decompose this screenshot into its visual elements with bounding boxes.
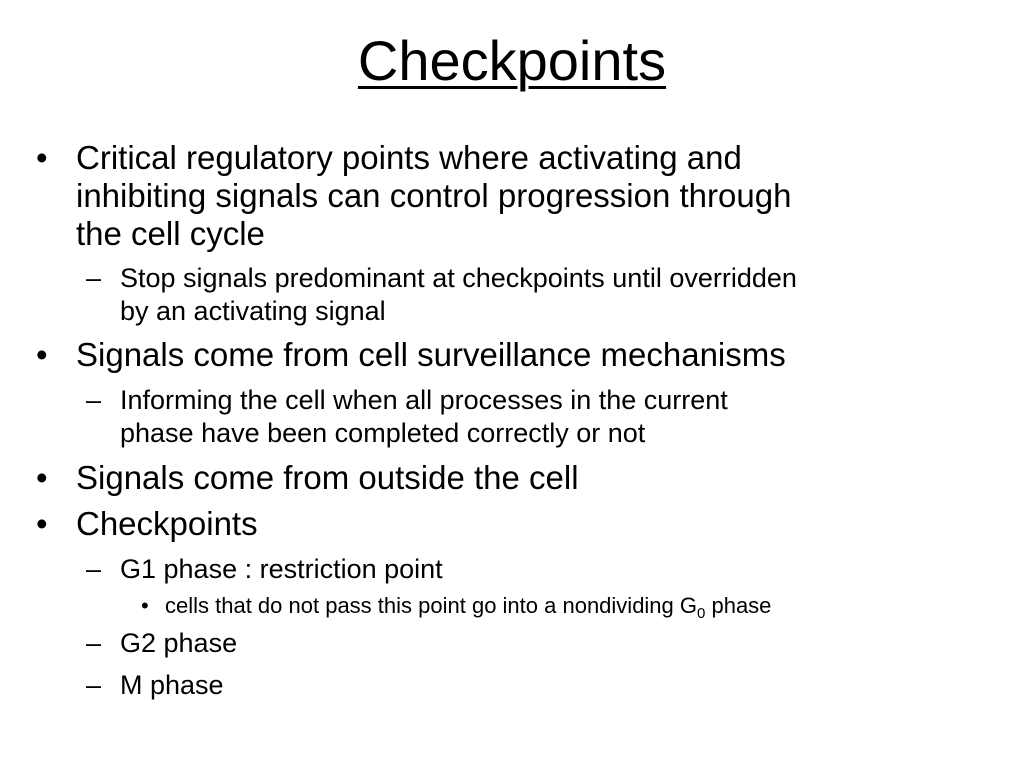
bullet-marker: • [36,336,48,373]
sub-sub-bullet-suffix: phase [705,593,772,618]
dash-marker: – [86,628,102,658]
sub-bullet-text: G2 phase [120,628,238,658]
bullet-text: Checkpoints [76,505,258,542]
bullet-text: Critical regulatory points where activating and [76,139,742,176]
dash-marker: – [86,263,102,293]
bullet-text: inhibiting signals can control progression through [76,177,792,214]
bullet-marker: • [36,505,48,542]
sub-bullet-text: Stop signals predominant at checkpoints until overridden [120,263,797,293]
bullet-text: Signals come from outside the cell [76,459,579,496]
sub-bullet-text: M phase [120,670,224,700]
sub-sub-bullet-main-text: cells that do not pass this point go into a nondividing G [165,593,698,618]
sub-sub-bullet-text [165,593,772,622]
bullet-text: Signals come from cell surveillance mechanisms [76,336,786,373]
sub-bullet-text: phase have been completed correctly or not [120,418,646,448]
dash-marker: – [86,554,102,584]
sub-bullet-text: by an activating signal [120,296,386,326]
bullet-text: the cell cycle [76,215,265,252]
dash-marker: – [86,385,102,415]
bullet-marker: • [36,139,48,176]
slide-title: Checkpoints [357,29,667,92]
dash-marker: – [86,670,102,700]
sub-bullet-text: G1 phase : restriction point [120,554,443,584]
bullet-marker: • [36,459,48,496]
subscript-text: 0 [697,605,706,622]
bullet-marker: • [141,593,149,618]
sub-bullet-text: Informing the cell when all processes in the current [120,385,728,415]
